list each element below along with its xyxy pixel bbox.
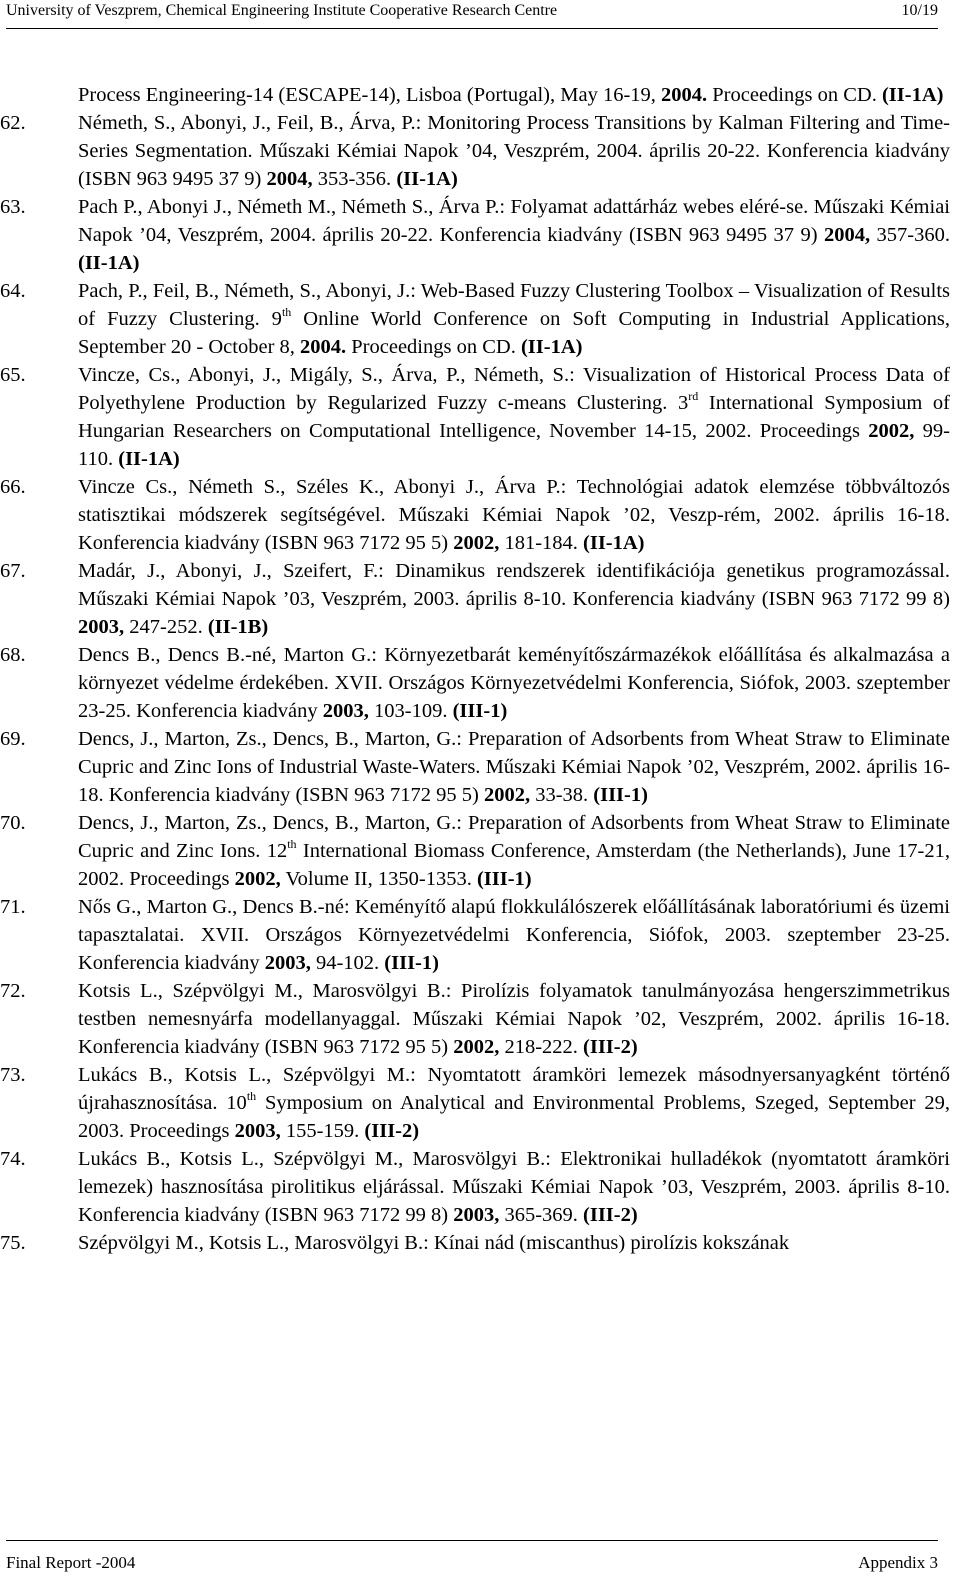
reference-text: 155-159. <box>280 1120 365 1142</box>
reference-item <box>0 193 950 277</box>
bold-text: (II-1A) <box>78 252 140 274</box>
reference-body <box>78 644 950 722</box>
reference-text: International Biomass Conference, Amsterdam (the Netherlands), June 17-21, 2002. Proceedings <box>78 840 951 890</box>
reference-text: Madár, J., Abonyi, J., Szeifert, F.: Dinamikus rendszerek identifikációja genetikus programozással. Műszaki Kémiai Napok ’03, Veszprém, 2003. április 8-10. Konferencia kiadvány (ISBN 963 7172 99 8) <box>78 560 950 610</box>
reference-item <box>0 1145 950 1229</box>
reference-text: 218-222. <box>499 1036 584 1058</box>
header-institution: University of Veszprem, Chemical Engineering Institute Cooperative Research Centre <box>6 2 558 19</box>
reference-body <box>78 980 950 1058</box>
reference-number: 65. <box>0 364 26 386</box>
bold-text: (III-1) <box>384 952 439 974</box>
reference-number: 63. <box>0 196 26 218</box>
bold-text: 2004, <box>823 224 871 246</box>
reference-body <box>78 196 950 274</box>
reference-number: 71. <box>0 896 26 918</box>
reference-body <box>78 728 950 806</box>
reference-number: 66. <box>0 476 26 498</box>
reference-text: Proceedings on CD. <box>346 336 521 358</box>
reference-item <box>0 109 950 193</box>
footer-report-title: Final Report -2004 <box>6 1553 136 1572</box>
reference-number: 74. <box>0 1148 26 1170</box>
reference-body <box>78 112 950 190</box>
reference-body <box>78 1148 950 1226</box>
reference-item <box>0 277 951 361</box>
reference-text: Dencs, J., Marton, Zs., Dencs, B., Marton, G.: Preparation of Adsorbents from Wheat Straw to Eliminate Cupric and Zinc Ions. 12 <box>78 812 950 862</box>
reference-text: 94-102. <box>310 952 385 974</box>
reference-text: Dencs, J., Marton, Zs., Dencs, B., Marton, G.: Preparation of Adsorbents from Wheat Straw to Eliminate Cupric and Zinc Ions of Industrial Waste-Waters. Műszaki Kémiai Napok ’02, Veszprém, 2002. április 16-18. Konferencia kiadvány (ISBN 963 7172 95 5) <box>78 728 950 806</box>
bold-text: 2002, <box>453 1036 500 1058</box>
ordinal-suffix: th <box>287 837 297 851</box>
reference-item <box>0 977 950 1061</box>
reference-body <box>78 1232 789 1254</box>
bold-text: (III-2) <box>583 1204 638 1226</box>
footer-appendix: Appendix 3 <box>858 1553 938 1572</box>
reference-text: Nős G., Marton G., Dencs B.-né: Keményítő alapú flokkulálószerek előállításának laboratóriumi és üzemi tapasztalatai. XVII. Országos Környezetvédelmi Konferencia, Siófok, 2003. szeptember 23-25. Konferencia kiadvány <box>78 896 950 974</box>
reference-text: Lukács B., Kotsis L., Szépvölgyi M.: Nyomtatott áramköri lemezek másodnyersanyagként történő újrahasznosítása. 10 <box>78 1064 950 1114</box>
reference-text: Process Engineering-14 (ESCAPE-14), Lisboa (Portugal), May 16-19, <box>78 84 662 106</box>
bold-text: (II-1A) <box>118 448 180 470</box>
bold-text: 2003, <box>264 952 311 974</box>
bold-text: (III-2) <box>583 1036 638 1058</box>
bold-text: (II-1A) <box>520 336 583 358</box>
reference-text: 353-356. <box>312 168 397 190</box>
bold-text: 2003, <box>78 616 125 638</box>
bold-text: 2002, <box>483 784 531 806</box>
bold-text: (II-1A) <box>583 532 645 554</box>
reference-item <box>0 725 950 809</box>
reference-item <box>0 557 950 641</box>
bold-text: 2003, <box>322 700 369 722</box>
bold-text: (III-1) <box>452 700 508 722</box>
reference-text: Vincze, Cs., Abonyi, J., Migály, S., Árva, P., Németh, S.: Visualization of Historical Process Data of Polyethylene Production by Regularized Fuzzy c-means Clustering. 3 <box>78 364 950 414</box>
reference-item <box>0 1061 950 1145</box>
reference-text: Online World Conference on Soft Computing in Industrial Applications, September 20 - October 8, <box>78 308 951 358</box>
bold-text: (II-1B) <box>207 616 269 638</box>
reference-text: Proceedings on CD. <box>707 84 882 106</box>
bold-text: (II-1A) <box>396 168 458 190</box>
reference-text: 181-184. <box>499 532 584 554</box>
header-page-number: 10/19 <box>901 2 938 19</box>
reference-item <box>0 361 950 473</box>
bold-text: 2003, <box>453 1204 500 1226</box>
reference-body <box>78 476 950 554</box>
reference-item <box>0 641 950 725</box>
reference-text: 247-252. <box>124 616 208 638</box>
reference-number: 64. <box>0 280 26 302</box>
reference-item <box>0 473 950 557</box>
bold-text: (III-1) <box>593 784 648 806</box>
bold-text: 2002, <box>453 532 500 554</box>
reference-text: 33-38. <box>530 784 594 806</box>
reference-number: 69. <box>0 728 26 750</box>
reference-number: 62. <box>0 112 26 134</box>
reference-body <box>78 280 950 358</box>
reference-number: 75. <box>0 1232 26 1254</box>
reference-text: 99-110. <box>78 420 950 470</box>
reference-text: International Symposium of Hungarian Researchers on Computational Intelligence, November 14-15, 2002. Proceedings <box>78 392 950 442</box>
bold-text: 2003, <box>234 1120 281 1142</box>
reference-text: 357-360. <box>870 224 950 246</box>
reference-body <box>78 896 950 974</box>
reference-text: Lukács B., Kotsis L., Szépvölgyi M., Marosvölgyi B.: Elektronikai hulladékok (nyomtatott áramköri lemezek) hasznosítása pirolitikus eljárással. Műszaki Kémiai Napok ’03, Veszprém, 2003. április 8-10. Konferencia kiadvány (ISBN 963 7172 99 8) <box>78 1148 950 1226</box>
reference-body <box>78 364 950 470</box>
reference-list <box>0 81 951 1257</box>
reference-item <box>0 1229 950 1257</box>
bold-text: (III-1) <box>476 868 532 890</box>
reference-text: Pach P., Abonyi J., Németh M., Németh S., Árva P.: Folyamat adattárház webes eléré-se. Műszaki Kémiai Napok ’04, Veszprém, 2004. április 20-22. Konferencia kiadvány (ISBN 963 9495 37 9) <box>78 196 950 246</box>
reference-text: Németh, S., Abonyi, J., Feil, B., Árva, P.: Monitoring Process Transitions by Kalman Filtering and Time-Series Segmentation. Műszaki Kémiai Napok ’04, Veszprém, 2004. április 20-22. Konferencia kiadvány (ISBN 963 9495 37 9) <box>78 112 950 190</box>
reference-text: Pach, P., Feil, B., Németh, S., Abonyi, J.: Web-Based Fuzzy Clustering Toolbox – Visualization of Results of Fuzzy Clustering. 9 <box>78 280 950 330</box>
reference-entries <box>0 109 951 1257</box>
bold-text: 2002, <box>234 868 281 890</box>
reference-text: Symposium on Analytical and Environmental Problems, Szeged, September 29, 2003. Proceedings <box>78 1092 950 1142</box>
reference-number: 73. <box>0 1064 26 1086</box>
reference-text: Kotsis L., Szépvölgyi M., Marosvölgyi B.: Pirolízis folyamatok tanulmányozása hengerszimmetrikus testben nemesnyárfa modellanyaggal. Műszaki Kémiai Napok ’02, Veszprém, 2002. április 16-18. Konferencia kiadvány (ISBN 963 7172 95 5) <box>78 980 950 1058</box>
bold-text: 2002, <box>868 420 915 442</box>
reference-continuation <box>78 81 950 109</box>
ordinal-suffix: th <box>246 1089 257 1103</box>
bold-text: (III-2) <box>364 1120 420 1142</box>
reference-number: 70. <box>0 812 26 834</box>
reference-item <box>0 893 950 977</box>
reference-number: 67. <box>0 560 26 582</box>
ordinal-suffix: th <box>281 305 292 319</box>
bold-text: (II-1A) <box>881 84 944 106</box>
reference-text: 365-369. <box>499 1204 584 1226</box>
page-footer <box>6 1540 938 1578</box>
bold-text: 2004, <box>266 168 313 190</box>
bold-text: 2004. <box>300 336 347 358</box>
reference-number: 68. <box>0 644 26 666</box>
reference-text: Dencs B., Dencs B.-né, Marton G.: Környezetbarát keményítőszármazékok előállítása és alkalmazása a környezet védelme érdekében. XVII. Országos Környezetvédelmi Konferencia, Siófok, 2003. szeptember 23-25. Konferencia kiadvány <box>78 644 950 722</box>
reference-item <box>0 809 951 893</box>
reference-text: Volume II, 1350-1353. <box>280 868 477 890</box>
bold-text: 2004. <box>661 84 708 106</box>
ordinal-suffix: rd <box>688 389 699 403</box>
reference-text: 103-109. <box>368 700 453 722</box>
reference-body <box>78 1064 950 1142</box>
reference-body <box>78 560 950 638</box>
reference-body <box>78 812 950 890</box>
reference-text: Szépvölgyi M., Kotsis L., Marosvölgyi B.: Kínai nád (miscanthus) pirolízis kokszának <box>78 1232 790 1254</box>
page-header <box>6 0 938 29</box>
reference-text: Vincze Cs., Németh S., Széles K., Abonyi J., Árva P.: Technológiai adatok elemzése többváltozós statisztikai módszerek segítségével. Műszaki Kémiai Napok ’02, Veszp-rém, 2002. április 16-18. Konferencia kiadvány (ISBN 963 7172 95 5) <box>78 476 950 554</box>
reference-number: 72. <box>0 980 26 1002</box>
